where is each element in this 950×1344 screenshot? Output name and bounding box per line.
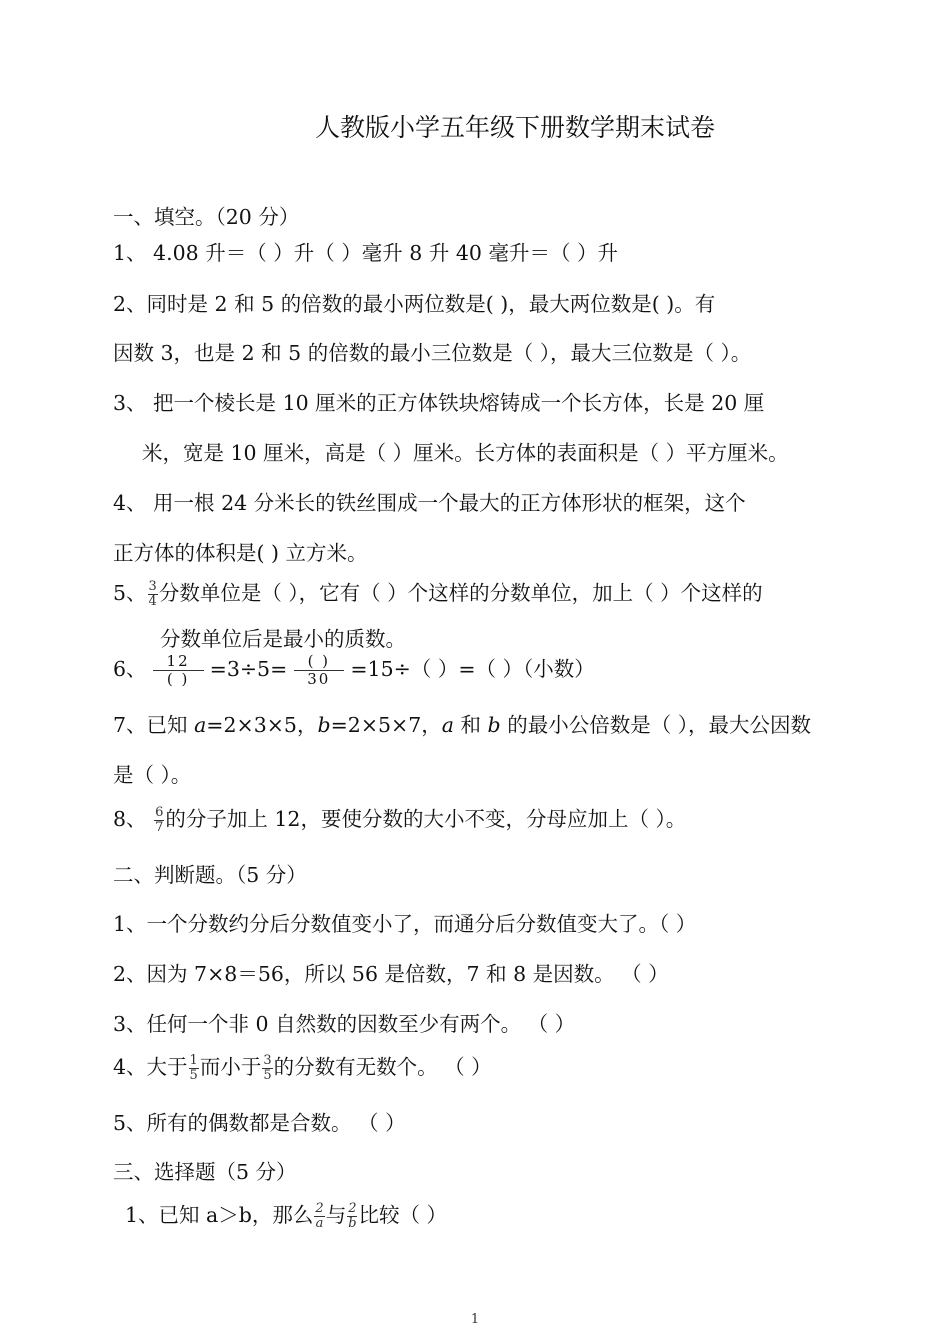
q3-1-prefix: 1、已知 a＞b，那么: [125, 1203, 314, 1227]
fraction-twelve-over-blank: [153, 653, 204, 688]
question-1-3a: 3、 把一个棱长是 10 厘米的正方体铁块熔铸成一个长方体，长是 20 厘: [113, 391, 765, 415]
q7-b-expr: =2×5×7，: [330, 713, 442, 737]
section-heading-fill-in: 一、填空。（20 分）: [113, 205, 300, 229]
fraction-two-over-a: [314, 1202, 324, 1231]
question-1-4b: 正方体的体积是( ) 立方米。: [113, 541, 368, 565]
q6-prefix: 6、: [113, 657, 147, 681]
fraction-denominator: 5: [263, 1068, 272, 1083]
q3-1-mid: 与: [325, 1203, 347, 1227]
question-1-5b: 分数单位后是最小的质数。: [160, 627, 406, 651]
question-1-1: 1、 4.08 升＝（ ）升（ ）毫升 8 升 40 毫升＝（ ）升: [113, 241, 618, 265]
question-2-1: 1、一个分数约分后分数值变小了，而通分后分数值变大了。（ ）: [113, 912, 697, 936]
question-1-7b: 是（ ）。: [113, 763, 192, 787]
question-1-2b: 因数 3，也是 2 和 5 的倍数的最小三位数是（ ），最大三位数是（ ）。: [113, 341, 752, 365]
fraction-numerator: 6: [155, 805, 164, 820]
q7-prefix: 7、已知: [113, 713, 195, 737]
question-2-5: 5、所有的偶数都是合数。 （ ）: [113, 1111, 406, 1135]
var-b-2: b: [487, 713, 501, 737]
question-1-8: [113, 802, 686, 835]
fraction-denominator: 5: [189, 1068, 198, 1083]
q6-rest: =15÷（ ）=（ ）（小数）: [350, 657, 595, 681]
question-2-2: 2、因为 7×8＝56，所以 56 是倍数，7 和 8 是因数。 （ ）: [113, 962, 669, 986]
q2-4-rest: 的分数有无数个。 （ ）: [273, 1055, 492, 1079]
section-heading-true-false: 二、判断题。（5 分）: [113, 863, 307, 887]
q6-mid: =3÷5=: [209, 657, 288, 681]
fraction-one-fifth: [189, 1054, 199, 1083]
fraction-numerator: 3: [148, 579, 157, 594]
fraction-numerator: 2: [348, 1201, 357, 1216]
fraction-numerator: 12: [153, 653, 204, 671]
fraction-three-quarters: [148, 580, 158, 609]
q7-rest: 的最小公倍数是（ ），最大公因数: [500, 713, 811, 737]
fraction-denominator: 4: [148, 594, 157, 609]
question-2-3: 3、任何一个非 0 自然数的因数至少有两个。 （ ）: [113, 1012, 576, 1036]
q8-prefix: 8、: [113, 807, 154, 831]
fraction-blank-over-thirty: [293, 653, 344, 688]
var-a: a: [194, 713, 207, 737]
fraction-numerator: 2: [315, 1201, 324, 1216]
question-1-7a: [113, 708, 811, 738]
q7-a-expr: =2×3×5，: [206, 713, 318, 737]
question-2-4: [113, 1050, 492, 1083]
fraction-denominator: ( ): [166, 670, 190, 688]
section-heading-multiple-choice: 三、选择题（5 分）: [113, 1160, 297, 1184]
question-1-5a: [113, 576, 763, 609]
fraction-numerator: 1: [189, 1053, 198, 1068]
q5-rest: 分数单位是（ ），它有（ ）个这样的分数单位，加上（ ）个这样的: [158, 581, 763, 605]
var-b: b: [317, 713, 331, 737]
fraction-six-sevenths: [154, 806, 164, 835]
var-a-2: a: [441, 713, 454, 737]
question-3-1: [125, 1198, 447, 1231]
q2-4-mid: 而小于: [199, 1055, 262, 1079]
question-1-6: [113, 652, 595, 688]
q2-4-prefix: 4、大于: [113, 1055, 188, 1079]
fraction-denominator: 7: [155, 820, 164, 835]
fraction-denominator: 30: [307, 670, 331, 688]
page-number: 1: [470, 1312, 480, 1327]
page-title: 人教版小学五年级下册数学期末试卷: [314, 113, 715, 142]
q7-and: 和: [454, 713, 488, 737]
question-1-4a: 4、 用一根 24 分米长的铁丝围成一个最大的正方体形状的框架，这个: [113, 491, 746, 515]
q3-1-rest: 比较（ ）: [358, 1203, 448, 1227]
fraction-denominator: a: [315, 1216, 324, 1231]
fraction-numerator: 3: [263, 1053, 272, 1068]
fraction-denominator: b: [348, 1216, 357, 1231]
q8-rest: 的分子加上 12，要使分数的大小不变，分母应加上（ ）。: [165, 807, 687, 831]
fraction-numerator: ( ): [294, 653, 344, 671]
fraction-two-over-b: [347, 1202, 357, 1231]
fraction-three-fifths: [262, 1054, 272, 1083]
q5-prefix: 5、: [113, 581, 147, 605]
question-1-2a: 2、同时是 2 和 5 的倍数的最小两位数是( )，最大两位数是( )。有: [113, 292, 716, 316]
question-1-3b: 米，宽是 10 厘米，高是（ ）厘米。长方体的表面积是（ ）平方厘米。: [142, 441, 789, 465]
